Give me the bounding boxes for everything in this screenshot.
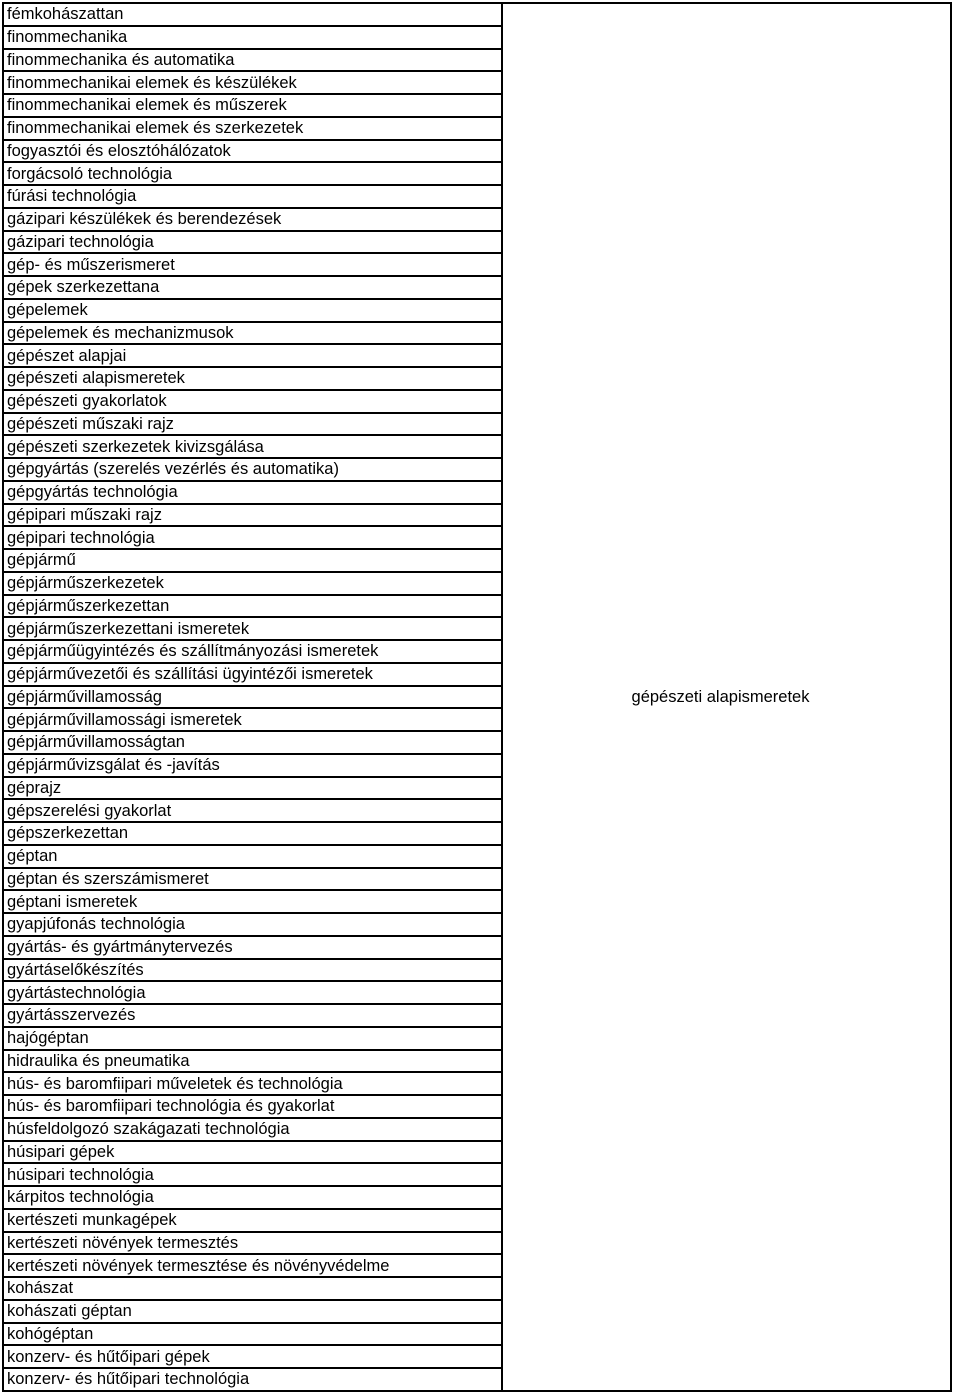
subject-cell[interactable]: kertészeti növények termesztés xyxy=(3,1232,502,1255)
subject-cell[interactable]: gépjárművezetői és szállítási ügyintézői ismeretek xyxy=(3,663,502,686)
subject-cell[interactable]: gépészet alapjai xyxy=(3,344,502,367)
subject-cell[interactable]: gépszerelési gyakorlat xyxy=(3,799,502,822)
subject-cell[interactable]: gázipari készülékek és berendezések xyxy=(3,208,502,231)
subject-cell[interactable]: gépjárművizsgálat és -javítás xyxy=(3,754,502,777)
table-row xyxy=(3,3,951,26)
subject-cell[interactable]: gyártáselőkészítés xyxy=(3,959,502,982)
subject-cell[interactable]: gyártástechnológia xyxy=(3,981,502,1004)
subject-cell[interactable]: húsipari technológia xyxy=(3,1163,502,1186)
subject-cell[interactable]: gépelemek xyxy=(3,299,502,322)
subject-cell[interactable]: gépészeti műszaki rajz xyxy=(3,413,502,436)
subject-cell[interactable]: gépgyártás technológia xyxy=(3,481,502,504)
subject-cell[interactable]: gyártás- és gyártmánytervezés xyxy=(3,936,502,959)
subject-cell[interactable]: húsipari gépek xyxy=(3,1141,502,1164)
subject-cell[interactable]: hús- és baromfiipari műveletek és technológia xyxy=(3,1072,502,1095)
subject-cell[interactable]: gépjárműszerkezettan xyxy=(3,595,502,618)
subject-cell[interactable]: géptan és szerszámismeret xyxy=(3,868,502,891)
subject-cell[interactable]: húsfeldolgozó szakágazati technológia xyxy=(3,1118,502,1141)
subject-cell[interactable]: gépjármű xyxy=(3,549,502,572)
subject-cell[interactable]: kohászati géptan xyxy=(3,1300,502,1323)
subject-cell[interactable]: hidraulika és pneumatika xyxy=(3,1050,502,1073)
subject-cell[interactable]: hús- és baromfiipari technológia és gyakorlat xyxy=(3,1095,502,1118)
subject-cell[interactable]: kertészeti növények termesztése és növényvédelme xyxy=(3,1254,502,1277)
subject-cell[interactable]: finommechanika és automatika xyxy=(3,49,502,72)
subject-cell[interactable]: gépjárműügyintézés és szállítmányozási ismeretek xyxy=(3,640,502,663)
subject-cell[interactable]: kertészeti munkagépek xyxy=(3,1209,502,1232)
subject-cell[interactable]: géptani ismeretek xyxy=(3,890,502,913)
subject-cell[interactable]: gépjárművillamosságtan xyxy=(3,731,502,754)
subject-cell[interactable]: gépipari technológia xyxy=(3,526,502,549)
subject-cell[interactable]: finommechanikai elemek és szerkezetek xyxy=(3,117,502,140)
subject-cell[interactable]: gépek szerkezettana xyxy=(3,276,502,299)
subject-cell[interactable]: gépészeti gyakorlatok xyxy=(3,390,502,413)
subject-cell[interactable]: gépjárművillamossági ismeretek xyxy=(3,708,502,731)
subject-cell[interactable]: gépelemek és mechanizmusok xyxy=(3,322,502,345)
subject-cell[interactable]: géprajz xyxy=(3,777,502,800)
subject-cell[interactable]: kárpitos technológia xyxy=(3,1186,502,1209)
category-merged-cell[interactable]: gépészeti alapismeretek xyxy=(502,3,951,1391)
subject-cell[interactable]: gázipari technológia xyxy=(3,231,502,254)
subject-cell[interactable]: fúrási technológia xyxy=(3,185,502,208)
subject-cell[interactable]: fémkohászattan xyxy=(3,3,502,26)
subject-cell[interactable]: kohászat xyxy=(3,1277,502,1300)
subject-cell[interactable]: gép- és műszerismeret xyxy=(3,253,502,276)
mapping-table xyxy=(2,2,952,1392)
subject-cell[interactable]: konzerv- és hűtőipari gépek xyxy=(3,1345,502,1368)
subject-cell[interactable]: gépészeti szerkezetek kivizsgálása xyxy=(3,435,502,458)
subject-cell[interactable]: finommechanika xyxy=(3,26,502,49)
subject-cell[interactable]: kohógéptan xyxy=(3,1323,502,1346)
subject-cell[interactable]: finommechanikai elemek és műszerek xyxy=(3,94,502,117)
subject-cell[interactable]: gépgyártás (szerelés vezérlés és automatika) xyxy=(3,458,502,481)
subject-cell[interactable]: gépszerkezettan xyxy=(3,822,502,845)
subject-cell[interactable]: gépjárművillamosság xyxy=(3,686,502,709)
table-body xyxy=(3,3,951,1391)
subject-cell[interactable]: finommechanikai elemek és készülékek xyxy=(3,71,502,94)
subject-cell[interactable]: géptan xyxy=(3,845,502,868)
subject-cell[interactable]: gépjárműszerkezetek xyxy=(3,572,502,595)
subject-cell[interactable]: konzerv- és hűtőipari technológia xyxy=(3,1368,502,1391)
subject-cell[interactable]: gyapjúfonás technológia xyxy=(3,913,502,936)
subject-cell[interactable]: gyártásszervezés xyxy=(3,1004,502,1027)
subject-cell[interactable]: gépipari műszaki rajz xyxy=(3,504,502,527)
subject-cell[interactable]: gépészeti alapismeretek xyxy=(3,367,502,390)
subject-cell[interactable]: fogyasztói és elosztóhálózatok xyxy=(3,140,502,163)
subject-cell[interactable]: gépjárműszerkezettani ismeretek xyxy=(3,617,502,640)
subject-cell[interactable]: forgácsoló technológia xyxy=(3,162,502,185)
subject-cell[interactable]: hajógéptan xyxy=(3,1027,502,1050)
